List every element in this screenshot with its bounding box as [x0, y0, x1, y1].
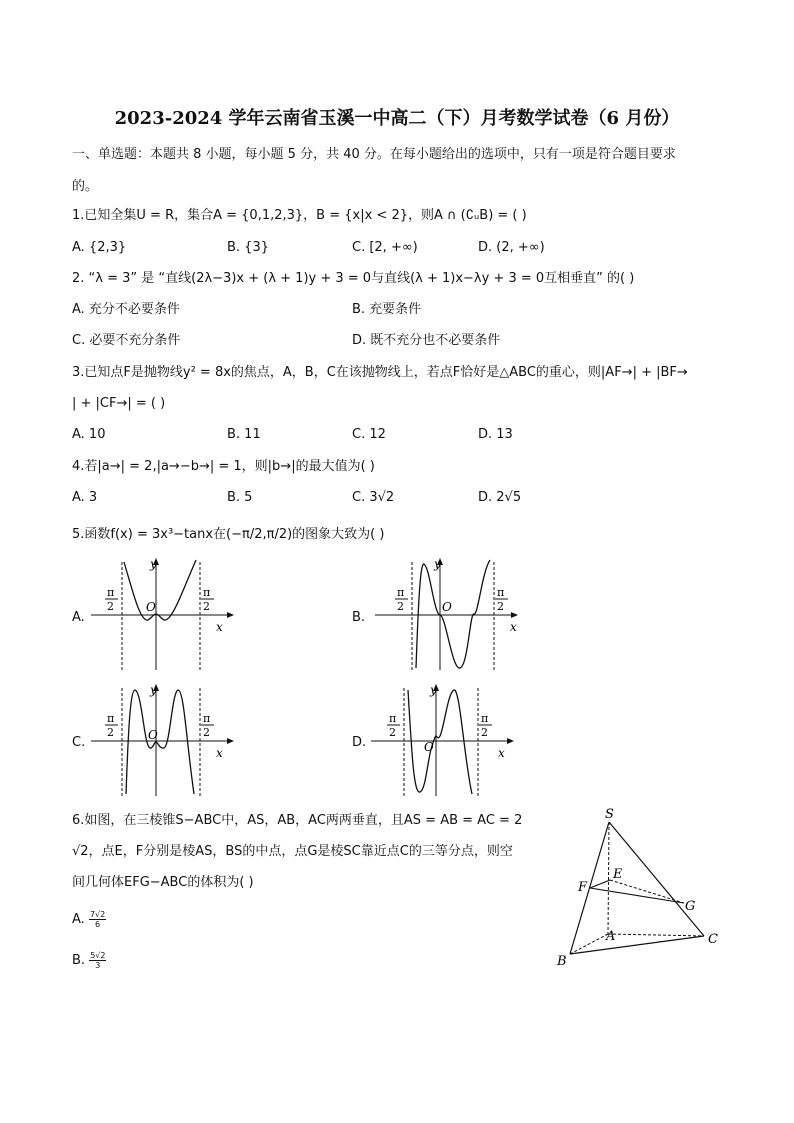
tetrahedron-figure: [548, 808, 728, 970]
question-2-option-a: A. 充分不必要条件: [72, 302, 180, 317]
question-3-stem-line1: 3.已知点F是抛物线y² = 8x的焦点，A，B，C在该抛物线上，若点F恰好是△ABC的重心，则|AF→| + |BF→: [72, 365, 688, 380]
question-5-option-b: B.: [352, 610, 366, 625]
question-2-option-d: D. 既不充分也不必要条件: [352, 333, 501, 348]
pos-pi-label: π: [203, 712, 211, 725]
origin-label: O: [424, 740, 434, 754]
exam-title: 2023-2024 学年云南省玉溪一中高二（下）月考数学试卷（6 月份）: [114, 108, 680, 129]
x-axis-label: x: [510, 620, 517, 634]
question-6-stem-line2: √2，点E，F分别是棱AS，BS的中点，点G是棱SC靠近点C的三等分点，则空: [72, 844, 513, 859]
y-axis-label: y: [150, 683, 157, 697]
question-1-option-b: B. {3}: [227, 240, 269, 255]
question-5-option-d: D.: [352, 735, 367, 750]
pos-two-label: 2: [203, 726, 210, 739]
label-b: B: [557, 954, 567, 969]
option-b-denominator: 3: [95, 961, 101, 970]
y-axis-label: y: [150, 557, 157, 571]
question-5-stem: 5.函数f(x) = 3x³−tanx在(−π/2,π/2)的图象大致为( ): [72, 527, 385, 542]
section-heading-line1: 一、单选题：本题共 8 小题，每小题 5 分，共 40 分。在每小题给出的选项中，只有一项是符合题目要求: [72, 147, 676, 162]
pos-two-label: 2: [497, 600, 504, 613]
graph-option-d: [368, 678, 518, 800]
neg-pi-label: π: [107, 712, 115, 725]
label-e: E: [613, 867, 623, 882]
option-a-numerator: 7√2: [89, 910, 106, 919]
question-6-stem-line1: 6.如图，在三棱锥S−ABC中，AS，AB，AC两两垂直，且AS = AB = AC = 2: [72, 813, 523, 828]
neg-pi-label: π: [107, 586, 115, 599]
question-3-stem-line2: | + |CF→| = ( ): [72, 396, 166, 411]
pos-pi-label: π: [481, 712, 489, 725]
origin-label: O: [442, 600, 452, 614]
question-6-option-b: [72, 951, 106, 970]
option-a-denominator: 6: [95, 920, 101, 929]
label-g: G: [685, 899, 696, 914]
graph-option-a: [88, 552, 238, 674]
question-2-option-c: C. 必要不充分条件: [72, 333, 181, 348]
origin-label: O: [148, 728, 158, 742]
label-c: C: [708, 932, 718, 947]
question-1-option-a: A. {2,3}: [72, 240, 127, 255]
neg-pi-label: π: [389, 712, 397, 725]
question-1-option-d: D. (2, +∞): [478, 240, 545, 255]
question-4-option-c: C. 3√2: [352, 490, 395, 505]
pos-two-label: 2: [481, 726, 488, 739]
graph-option-b: [372, 552, 522, 674]
x-axis-label: x: [216, 620, 223, 634]
question-1-option-c: C. [2, +∞): [352, 240, 418, 255]
question-4-option-d: D. 2√5: [478, 490, 522, 505]
y-axis-label: y: [430, 683, 437, 697]
neg-pi-label: π: [397, 586, 405, 599]
question-2-stem: 2. “λ = 3” 是 “直线(2λ−3)x + (λ + 1)y + 3 = 0与直线(λ + 1)x−λy + 3 = 0互相垂直” 的( ): [72, 271, 635, 286]
pos-two-label: 2: [203, 600, 210, 613]
question-4-stem: 4.若|a→| = 2,|a→−b→| = 1，则|b→|的最大值为( ): [72, 459, 375, 474]
question-4-option-a: A. 3: [72, 490, 98, 505]
option-a-fraction: [89, 910, 106, 929]
x-axis-label: x: [216, 746, 223, 760]
question-6-option-a: [72, 910, 106, 929]
graph-option-c: [88, 678, 238, 800]
option-b-letter: B.: [72, 953, 86, 968]
question-5-option-c: C.: [72, 735, 86, 750]
question-6-stem-line3: 间几何体EFG−ABC的体积为( ): [72, 875, 254, 890]
question-4-option-b: B. 5: [227, 490, 253, 505]
question-5-option-a: A.: [72, 610, 85, 625]
neg-two-label: 2: [389, 726, 396, 739]
pos-pi-label: π: [203, 586, 211, 599]
neg-two-label: 2: [107, 726, 114, 739]
neg-two-label: 2: [107, 600, 114, 613]
section-heading-line2: 的。: [72, 179, 99, 194]
question-2-option-b: B. 充要条件: [352, 302, 422, 317]
option-b-fraction: [89, 951, 106, 970]
pos-pi-label: π: [497, 586, 505, 599]
option-a-letter: A.: [72, 912, 85, 927]
label-f: F: [578, 880, 588, 895]
question-3-option-d: D. 13: [478, 427, 513, 442]
label-a: A: [606, 929, 616, 944]
question-3-option-c: C. 12: [352, 427, 386, 442]
neg-two-label: 2: [397, 600, 404, 613]
option-b-numerator: 5√2: [90, 951, 106, 960]
label-s: S: [605, 808, 614, 822]
x-axis-label: x: [498, 746, 505, 760]
question-1-stem: 1.已知全集U = R，集合A = {0,1,2,3}，B = {x|x < 2}，则A ∩ (∁ᵤB) = ( ): [72, 208, 527, 223]
question-3-option-a: A. 10: [72, 427, 106, 442]
question-3-option-b: B. 11: [227, 427, 261, 442]
y-axis-label: y: [434, 557, 441, 571]
origin-label: O: [146, 600, 156, 614]
